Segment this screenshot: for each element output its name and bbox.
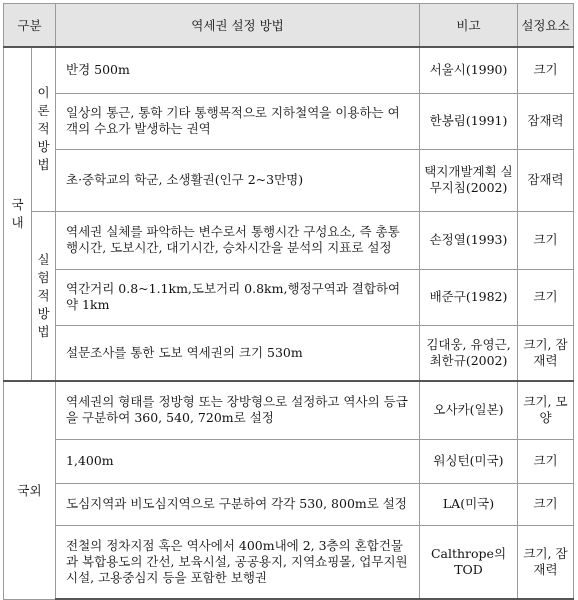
table-row bbox=[4, 211, 574, 269]
reference-cell: 오사카(일본) bbox=[420, 381, 518, 439]
reference-cell: 서울시(1990) bbox=[420, 47, 518, 93]
element-cell: 크기, 잠재력 bbox=[518, 525, 574, 599]
area-setting-table bbox=[3, 3, 574, 600]
group-empirical: 실험적방법 bbox=[32, 211, 56, 381]
method-cell: 설문조사를 통한 도보 역세권의 크기 530m bbox=[56, 325, 420, 381]
method-cell: 1,400m bbox=[56, 439, 420, 483]
table-row bbox=[4, 47, 574, 93]
table-row bbox=[4, 525, 574, 599]
group-theory: 이론적방법 bbox=[32, 47, 56, 211]
reference-cell: 택지개발계획 실무지침(2002) bbox=[420, 149, 518, 211]
table-row bbox=[4, 325, 574, 381]
element-cell: 크기, 잠재력 bbox=[518, 325, 574, 381]
element-cell: 크기 bbox=[518, 439, 574, 483]
reference-cell: 김대웅, 유영근, 최한규(2002) bbox=[420, 325, 518, 381]
header-reference: 비고 bbox=[420, 4, 518, 48]
table-row bbox=[4, 381, 574, 439]
method-cell: 역세권의 형태를 정방형 또는 장방형으로 설정하고 역사의 등급을 구분하여 360, 540, 720m로 설정 bbox=[56, 381, 420, 439]
element-cell: 크기 bbox=[518, 483, 574, 525]
element-cell: 크기 bbox=[518, 269, 574, 325]
reference-cell: 한봉림(1991) bbox=[420, 93, 518, 149]
header-row bbox=[4, 4, 574, 48]
method-cell: 초·중학교의 학군, 소생활권(인구 2~3만명) bbox=[56, 149, 420, 211]
element-cell: 잠재력 bbox=[518, 93, 574, 149]
reference-cell: Calthrope의 TOD bbox=[420, 525, 518, 599]
element-cell: 크기 bbox=[518, 47, 574, 93]
reference-cell: 손정열(1993) bbox=[420, 211, 518, 269]
element-cell: 잠재력 bbox=[518, 149, 574, 211]
element-cell: 크기 bbox=[518, 211, 574, 269]
table-row bbox=[4, 93, 574, 149]
method-cell: 일상의 통근, 통학 기타 통행목적으로 지하철역을 이용하는 여객의 수요가 발생하는 권역 bbox=[56, 93, 420, 149]
method-cell: 반경 500m bbox=[56, 47, 420, 93]
table-row bbox=[4, 483, 574, 525]
header-category: 구분 bbox=[4, 4, 56, 48]
header-method: 역세권 설정 방법 bbox=[56, 4, 420, 48]
element-cell: 크기, 모양 bbox=[518, 381, 574, 439]
table-row bbox=[4, 439, 574, 483]
reference-cell: LA(미국) bbox=[420, 483, 518, 525]
group-domestic: 국내 bbox=[4, 47, 32, 381]
method-cell: 도심지역과 비도심지역으로 구분하여 각각 530, 800m로 설정 bbox=[56, 483, 420, 525]
header-element: 설정요소 bbox=[518, 4, 574, 48]
reference-cell: 배준구(1982) bbox=[420, 269, 518, 325]
method-cell: 전철의 정차지점 혹은 역사에서 400m내에 2, 3층의 혼합건물과 복합용도의 간선, 보육시설, 공공용지, 지역쇼핑몰, 업무지원시설, 고용중심지 등을 포함한 보행권 bbox=[56, 525, 420, 599]
method-cell: 역간거리 0.8~1.1km,도보거리 0.8km,행정구역과 결합하여 약 1km bbox=[56, 269, 420, 325]
method-cell: 역세권 실체를 파악하는 변수로서 통행시간 구성요소, 즉 총통행시간, 도보시간, 대기시간, 승차시간을 분석의 지표로 설정 bbox=[56, 211, 420, 269]
table-row bbox=[4, 149, 574, 211]
table-row bbox=[4, 269, 574, 325]
group-foreign: 국외 bbox=[4, 381, 56, 599]
reference-cell: 워싱턴(미국) bbox=[420, 439, 518, 483]
